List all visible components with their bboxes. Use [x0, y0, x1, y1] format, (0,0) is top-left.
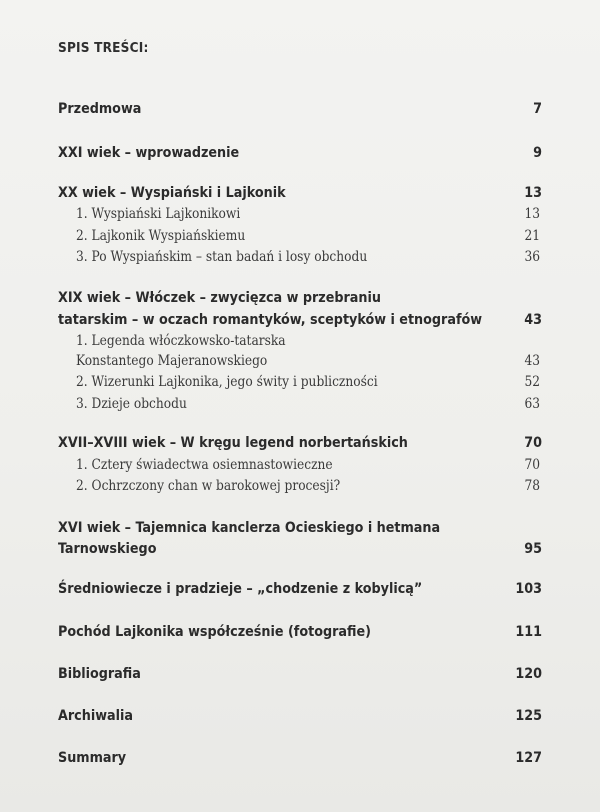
toc-entry-title: Średniowiecze i pradzieje – „chodzenie z kobylicą” [58, 581, 423, 597]
toc-subentry [76, 478, 540, 494]
toc-entry-title: Summary [58, 750, 127, 766]
toc-entry-page: 111 [515, 624, 542, 640]
toc-entry-page: 7 [533, 101, 542, 117]
toc-subentry [76, 396, 540, 412]
toc-entry-title: Przedmowa [58, 101, 142, 117]
toc-entry-page: 78 [524, 478, 540, 494]
toc-entry-archiwalia [58, 708, 542, 724]
toc-subentry [76, 457, 540, 473]
toc-entry-page: 63 [524, 396, 540, 412]
toc-entry-title: tatarskim – w oczach romantyków, sceptyków i etnografów [58, 312, 483, 328]
toc-subentry [76, 228, 540, 244]
toc-entry-page: 127 [515, 750, 542, 766]
toc-subentry [76, 249, 540, 265]
toc-entry-title: Tarnowskiego [58, 541, 157, 557]
toc-entry-title: 1. Legenda włóczkowsko-tatarska [76, 333, 286, 349]
toc-entry-page: 70 [524, 457, 540, 473]
toc-subentry [76, 374, 540, 390]
toc-entry-page: 95 [524, 541, 542, 557]
toc-entry-page: 43 [524, 353, 540, 369]
toc-entry-page: 21 [524, 228, 540, 244]
toc-entry-title: 3. Dzieje obchodu [76, 396, 187, 412]
toc-entry-page: 70 [524, 435, 542, 451]
toc-entry-title: 3. Po Wyspiańskim – stan badań i losy obchodu [76, 249, 368, 265]
toc-entry-xix-wiek-cont [58, 312, 542, 328]
toc-entry-title: Pochód Lajkonika współcześnie (fotografie) [58, 624, 371, 640]
toc-entry-title: Bibliografia [58, 666, 141, 682]
toc-entry-page: 13 [524, 185, 542, 201]
toc-entry-title: 2. Lajkonik Wyspiańskiemu [76, 228, 246, 244]
toc-entry-xx-wiek [58, 185, 542, 201]
toc-entry-page: 103 [515, 581, 542, 597]
toc-entry-title: Archiwalia [58, 708, 133, 724]
toc-entry-title: 1. Wyspiański Lajkonikowi [76, 206, 241, 222]
toc-entry-xxi-wiek [58, 145, 542, 161]
toc-entry-summary [58, 750, 542, 766]
toc-heading: SPIS TREŚCI: [58, 40, 149, 56]
toc-entry-sredniowiecze [58, 581, 542, 597]
toc-entry-page: 120 [515, 666, 542, 682]
toc-entry-xvi-wiek [58, 520, 542, 536]
toc-entry-pochod [58, 624, 542, 640]
toc-entry-przedmowa [58, 101, 542, 117]
toc-entry-title: XVI wiek – Tajemnica kanclerza Ocieskiego i hetmana [58, 520, 441, 536]
toc-entry-title: Konstantego Majeranowskiego [76, 353, 268, 369]
toc-entry-title: XIX wiek – Włóczek – zwycięzca w przebraniu [58, 290, 381, 306]
toc-entry-title: 2. Wizerunki Lajkonika, jego świty i publiczności [76, 374, 378, 390]
toc-entry-xvi-wiek-cont [58, 541, 542, 557]
toc-entry-page: 9 [533, 145, 542, 161]
toc-entry-title: 2. Ochrzczony chan w barokowej procesji? [76, 478, 341, 494]
toc-subentry [76, 206, 540, 222]
toc-entry-bibliografia [58, 666, 542, 682]
toc-entry-title: XX wiek – Wyspiański i Lajkonik [58, 185, 286, 201]
toc-entry-xvii-xviii-wiek [58, 435, 542, 451]
toc-entry-xix-wiek [58, 290, 542, 306]
toc-entry-page: 52 [524, 374, 540, 390]
toc-entry-title: XVII–XVIII wiek – W kręgu legend norbertańskich [58, 435, 408, 451]
toc-entry-page: 36 [524, 249, 540, 265]
toc-entry-title: 1. Cztery świadectwa osiemnastowieczne [76, 457, 333, 473]
toc-subentry [76, 333, 540, 349]
toc-entry-page: 13 [524, 206, 540, 222]
toc-entry-page: 125 [515, 708, 542, 724]
toc-entry-page: 43 [524, 312, 542, 328]
toc-subentry-cont [76, 353, 540, 369]
toc-entry-title: XXI wiek – wprowadzenie [58, 145, 240, 161]
